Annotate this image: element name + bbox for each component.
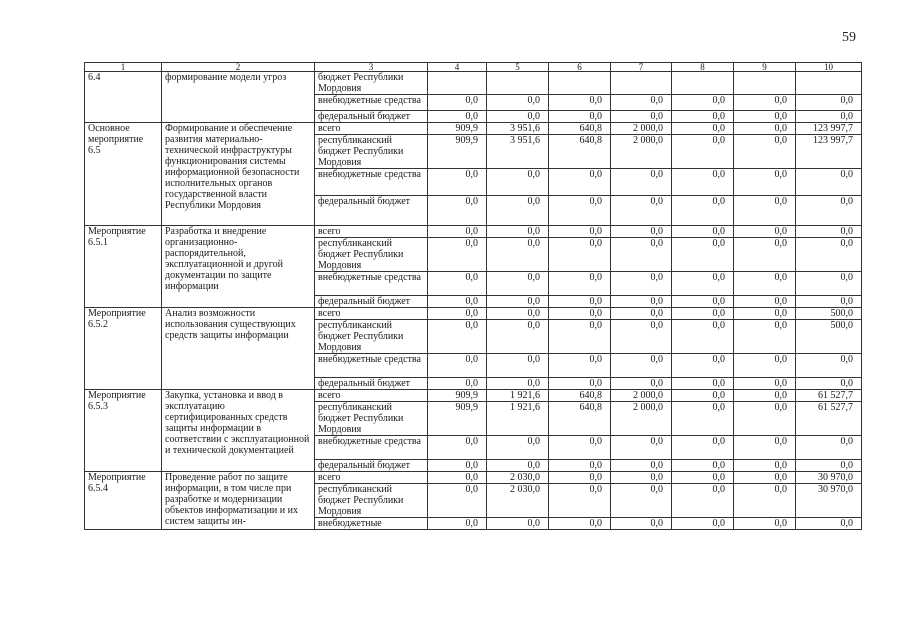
amount-cell: 0,0 bbox=[487, 95, 549, 111]
amount-cell: 0,0 bbox=[487, 460, 549, 472]
funding-source: внебюджетные средства bbox=[315, 354, 428, 378]
amount-cell: 61 527,7 bbox=[796, 402, 862, 436]
amount-cell: 0,0 bbox=[672, 390, 734, 402]
amount-cell: 1 921,6 bbox=[487, 390, 549, 402]
amount-cell: 0,0 bbox=[611, 354, 672, 378]
amount-cell: 0,0 bbox=[611, 460, 672, 472]
event-description: Разработка и внедрение организационно-распорядительной, эксплуатационной и другой документации по защите информации bbox=[162, 226, 315, 308]
amount-cell: 0,0 bbox=[428, 169, 487, 196]
event-code: Мероприятие 6.5.1 bbox=[85, 226, 162, 308]
amount-cell: 0,0 bbox=[428, 436, 487, 460]
amount-cell: 0,0 bbox=[487, 196, 549, 226]
amount-cell: 2 000,0 bbox=[611, 390, 672, 402]
amount-cell: 0,0 bbox=[734, 111, 796, 123]
amount-cell bbox=[428, 72, 487, 95]
amount-cell: 30 970,0 bbox=[796, 484, 862, 518]
table-body bbox=[85, 63, 862, 530]
amount-cell: 0,0 bbox=[611, 436, 672, 460]
amount-cell: 0,0 bbox=[672, 135, 734, 169]
amount-cell: 0,0 bbox=[672, 196, 734, 226]
funding-source: федеральный бюджет bbox=[315, 196, 428, 226]
event-code: Основное мероприятие 6.5 bbox=[85, 123, 162, 226]
amount-cell: 0,0 bbox=[672, 460, 734, 472]
funding-source: республиканский бюджет Республики Мордовия bbox=[315, 135, 428, 169]
funding-source: всего bbox=[315, 123, 428, 135]
amount-cell: 0,0 bbox=[672, 123, 734, 135]
amount-cell: 0,0 bbox=[611, 226, 672, 238]
amount-cell: 0,0 bbox=[549, 95, 611, 111]
amount-cell: 0,0 bbox=[796, 226, 862, 238]
amount-cell: 0,0 bbox=[672, 378, 734, 390]
amount-cell: 0,0 bbox=[796, 460, 862, 472]
amount-cell: 0,0 bbox=[428, 460, 487, 472]
amount-cell: 0,0 bbox=[734, 272, 796, 296]
amount-cell: 0,0 bbox=[549, 354, 611, 378]
amount-cell bbox=[796, 72, 862, 95]
amount-cell: 0,0 bbox=[796, 196, 862, 226]
funding-source: республиканский бюджет Республики Мордовия bbox=[315, 484, 428, 518]
column-header: 5 bbox=[487, 63, 549, 72]
funding-source: всего bbox=[315, 390, 428, 402]
amount-cell: 0,0 bbox=[672, 354, 734, 378]
amount-cell: 0,0 bbox=[672, 111, 734, 123]
event-description: формирование модели угроз bbox=[162, 72, 315, 123]
table-row bbox=[85, 123, 862, 135]
amount-cell: 0,0 bbox=[549, 518, 611, 530]
amount-cell: 0,0 bbox=[796, 111, 862, 123]
amount-cell: 0,0 bbox=[611, 111, 672, 123]
amount-cell: 0,0 bbox=[796, 518, 862, 530]
amount-cell: 0,0 bbox=[734, 135, 796, 169]
table-row bbox=[85, 72, 862, 95]
amount-cell: 2 030,0 bbox=[487, 484, 549, 518]
amount-cell: 0,0 bbox=[734, 95, 796, 111]
amount-cell: 640,8 bbox=[549, 123, 611, 135]
amount-cell: 909,9 bbox=[428, 135, 487, 169]
amount-cell: 30 970,0 bbox=[796, 472, 862, 484]
amount-cell: 0,0 bbox=[549, 436, 611, 460]
event-description: Проведение работ по защите информации, в том числе при разработке и модернизации объектов информатизации и их систем защиты ин- bbox=[162, 472, 315, 530]
amount-cell: 0,0 bbox=[487, 518, 549, 530]
amount-cell: 0,0 bbox=[672, 472, 734, 484]
amount-cell: 500,0 bbox=[796, 308, 862, 320]
amount-cell: 0,0 bbox=[487, 226, 549, 238]
funding-source: федеральный бюджет bbox=[315, 296, 428, 308]
amount-cell bbox=[734, 72, 796, 95]
amount-cell: 0,0 bbox=[549, 296, 611, 308]
amount-cell: 0,0 bbox=[734, 123, 796, 135]
amount-cell: 0,0 bbox=[734, 402, 796, 436]
amount-cell: 0,0 bbox=[428, 472, 487, 484]
amount-cell: 0,0 bbox=[672, 518, 734, 530]
event-description: Анализ возможности использования существующих средств защиты информации bbox=[162, 308, 315, 390]
amount-cell: 0,0 bbox=[549, 196, 611, 226]
column-header: 8 bbox=[672, 63, 734, 72]
amount-cell: 0,0 bbox=[428, 238, 487, 272]
event-code: Мероприятие 6.5.3 bbox=[85, 390, 162, 472]
amount-cell: 0,0 bbox=[672, 436, 734, 460]
amount-cell: 0,0 bbox=[549, 226, 611, 238]
amount-cell: 123 997,7 bbox=[796, 135, 862, 169]
funding-source: внебюджетные средства bbox=[315, 436, 428, 460]
column-header: 9 bbox=[734, 63, 796, 72]
amount-cell: 0,0 bbox=[734, 460, 796, 472]
column-header: 10 bbox=[796, 63, 862, 72]
amount-cell: 0,0 bbox=[428, 196, 487, 226]
amount-cell bbox=[549, 72, 611, 95]
amount-cell: 0,0 bbox=[672, 238, 734, 272]
amount-cell: 0,0 bbox=[428, 308, 487, 320]
amount-cell: 0,0 bbox=[734, 308, 796, 320]
amount-cell: 0,0 bbox=[611, 272, 672, 296]
amount-cell: 0,0 bbox=[672, 320, 734, 354]
event-code: 6.4 bbox=[85, 72, 162, 123]
amount-cell: 0,0 bbox=[549, 460, 611, 472]
funding-source: внебюджетные средства bbox=[315, 169, 428, 196]
amount-cell: 0,0 bbox=[428, 484, 487, 518]
amount-cell: 0,0 bbox=[796, 378, 862, 390]
funding-source: внебюджетные средства bbox=[315, 95, 428, 111]
amount-cell: 0,0 bbox=[734, 484, 796, 518]
amount-cell: 0,0 bbox=[487, 320, 549, 354]
amount-cell: 2 000,0 bbox=[611, 135, 672, 169]
amount-cell: 0,0 bbox=[734, 238, 796, 272]
amount-cell: 0,0 bbox=[611, 320, 672, 354]
funding-source: всего bbox=[315, 226, 428, 238]
amount-cell: 0,0 bbox=[611, 95, 672, 111]
amount-cell: 3 951,6 bbox=[487, 123, 549, 135]
event-description: Формирование и обеспечение развития материально-технической инфраструктуры функционирования системы информационной безопасности исполнительных органов государственной власти Республики Мордовия bbox=[162, 123, 315, 226]
amount-cell: 0,0 bbox=[549, 238, 611, 272]
amount-cell: 909,9 bbox=[428, 390, 487, 402]
amount-cell: 0,0 bbox=[487, 238, 549, 272]
event-description: Закупка, установка и ввод в эксплуатацию сертифицированных средств защиты информации в соответствии с эксплуатационной и технической документацией bbox=[162, 390, 315, 472]
amount-cell bbox=[611, 72, 672, 95]
amount-cell: 640,8 bbox=[549, 402, 611, 436]
funding-source: бюджет Республики Мордовия bbox=[315, 72, 428, 95]
amount-cell: 0,0 bbox=[734, 390, 796, 402]
amount-cell: 0,0 bbox=[428, 320, 487, 354]
amount-cell: 0,0 bbox=[796, 296, 862, 308]
amount-cell: 0,0 bbox=[672, 402, 734, 436]
column-header: 4 bbox=[428, 63, 487, 72]
amount-cell: 0,0 bbox=[796, 436, 862, 460]
event-code: Мероприятие 6.5.2 bbox=[85, 308, 162, 390]
column-header: 3 bbox=[315, 63, 428, 72]
amount-cell: 0,0 bbox=[611, 169, 672, 196]
amount-cell: 0,0 bbox=[796, 95, 862, 111]
amount-cell: 0,0 bbox=[672, 272, 734, 296]
funding-source: всего bbox=[315, 472, 428, 484]
amount-cell: 61 527,7 bbox=[796, 390, 862, 402]
amount-cell: 0,0 bbox=[796, 169, 862, 196]
amount-cell: 0,0 bbox=[549, 378, 611, 390]
column-header: 1 bbox=[85, 63, 162, 72]
amount-cell: 0,0 bbox=[487, 436, 549, 460]
column-header: 2 bbox=[162, 63, 315, 72]
amount-cell: 0,0 bbox=[672, 308, 734, 320]
amount-cell: 0,0 bbox=[796, 238, 862, 272]
column-header: 6 bbox=[549, 63, 611, 72]
funding-source: всего bbox=[315, 308, 428, 320]
amount-cell: 0,0 bbox=[428, 226, 487, 238]
amount-cell: 0,0 bbox=[428, 272, 487, 296]
amount-cell: 0,0 bbox=[734, 436, 796, 460]
amount-cell: 0,0 bbox=[428, 518, 487, 530]
amount-cell: 0,0 bbox=[734, 296, 796, 308]
amount-cell: 0,0 bbox=[487, 308, 549, 320]
table-row bbox=[85, 390, 862, 402]
amount-cell: 3 951,6 bbox=[487, 135, 549, 169]
amount-cell: 0,0 bbox=[734, 472, 796, 484]
amount-cell: 909,9 bbox=[428, 402, 487, 436]
amount-cell: 0,0 bbox=[487, 111, 549, 123]
funding-source: внебюджетные средства bbox=[315, 272, 428, 296]
amount-cell: 0,0 bbox=[611, 472, 672, 484]
amount-cell: 0,0 bbox=[672, 95, 734, 111]
amount-cell: 0,0 bbox=[734, 320, 796, 354]
amount-cell: 0,0 bbox=[734, 196, 796, 226]
amount-cell: 0,0 bbox=[734, 226, 796, 238]
amount-cell: 0,0 bbox=[611, 484, 672, 518]
amount-cell: 2 030,0 bbox=[487, 472, 549, 484]
amount-cell: 0,0 bbox=[672, 169, 734, 196]
amount-cell: 0,0 bbox=[611, 378, 672, 390]
amount-cell: 0,0 bbox=[672, 484, 734, 518]
amount-cell: 1 921,6 bbox=[487, 402, 549, 436]
amount-cell: 0,0 bbox=[428, 354, 487, 378]
amount-cell: 0,0 bbox=[487, 169, 549, 196]
amount-cell: 2 000,0 bbox=[611, 402, 672, 436]
funding-source: внебюджетные bbox=[315, 518, 428, 530]
funding-source: федеральный бюджет bbox=[315, 111, 428, 123]
amount-cell: 0,0 bbox=[487, 296, 549, 308]
amount-cell: 0,0 bbox=[549, 111, 611, 123]
amount-cell: 0,0 bbox=[487, 378, 549, 390]
amount-cell: 0,0 bbox=[734, 354, 796, 378]
amount-cell: 0,0 bbox=[549, 169, 611, 196]
amount-cell: 0,0 bbox=[549, 272, 611, 296]
amount-cell: 0,0 bbox=[734, 169, 796, 196]
funding-source: федеральный бюджет bbox=[315, 460, 428, 472]
column-header: 7 bbox=[611, 63, 672, 72]
budget-table bbox=[84, 62, 862, 530]
funding-source: республиканский бюджет Республики Мордовия bbox=[315, 238, 428, 272]
page-number: 59 bbox=[842, 30, 856, 45]
table-row bbox=[85, 308, 862, 320]
amount-cell: 0,0 bbox=[734, 378, 796, 390]
column-header-row bbox=[85, 63, 862, 72]
amount-cell: 0,0 bbox=[428, 296, 487, 308]
amount-cell: 640,8 bbox=[549, 390, 611, 402]
funding-source: республиканский бюджет Республики Мордовия bbox=[315, 320, 428, 354]
amount-cell: 0,0 bbox=[734, 518, 796, 530]
amount-cell: 123 997,7 bbox=[796, 123, 862, 135]
table-row bbox=[85, 472, 862, 484]
amount-cell: 0,0 bbox=[549, 308, 611, 320]
amount-cell: 0,0 bbox=[796, 354, 862, 378]
table-row bbox=[85, 226, 862, 238]
amount-cell: 0,0 bbox=[672, 296, 734, 308]
amount-cell: 0,0 bbox=[487, 272, 549, 296]
amount-cell: 0,0 bbox=[611, 518, 672, 530]
amount-cell: 0,0 bbox=[428, 111, 487, 123]
amount-cell bbox=[487, 72, 549, 95]
amount-cell: 0,0 bbox=[549, 472, 611, 484]
amount-cell: 0,0 bbox=[611, 196, 672, 226]
amount-cell: 0,0 bbox=[428, 95, 487, 111]
amount-cell: 0,0 bbox=[611, 296, 672, 308]
amount-cell: 909,9 bbox=[428, 123, 487, 135]
amount-cell: 0,0 bbox=[549, 320, 611, 354]
amount-cell: 0,0 bbox=[487, 354, 549, 378]
amount-cell: 640,8 bbox=[549, 135, 611, 169]
amount-cell: 0,0 bbox=[611, 308, 672, 320]
event-code: Мероприятие 6.5.4 bbox=[85, 472, 162, 530]
amount-cell: 0,0 bbox=[672, 226, 734, 238]
amount-cell bbox=[672, 72, 734, 95]
amount-cell: 500,0 bbox=[796, 320, 862, 354]
amount-cell: 0,0 bbox=[549, 484, 611, 518]
amount-cell: 0,0 bbox=[611, 238, 672, 272]
amount-cell: 0,0 bbox=[428, 378, 487, 390]
amount-cell: 0,0 bbox=[796, 272, 862, 296]
amount-cell: 2 000,0 bbox=[611, 123, 672, 135]
funding-source: республиканский бюджет Республики Мордовия bbox=[315, 402, 428, 436]
funding-source: федеральный бюджет bbox=[315, 378, 428, 390]
